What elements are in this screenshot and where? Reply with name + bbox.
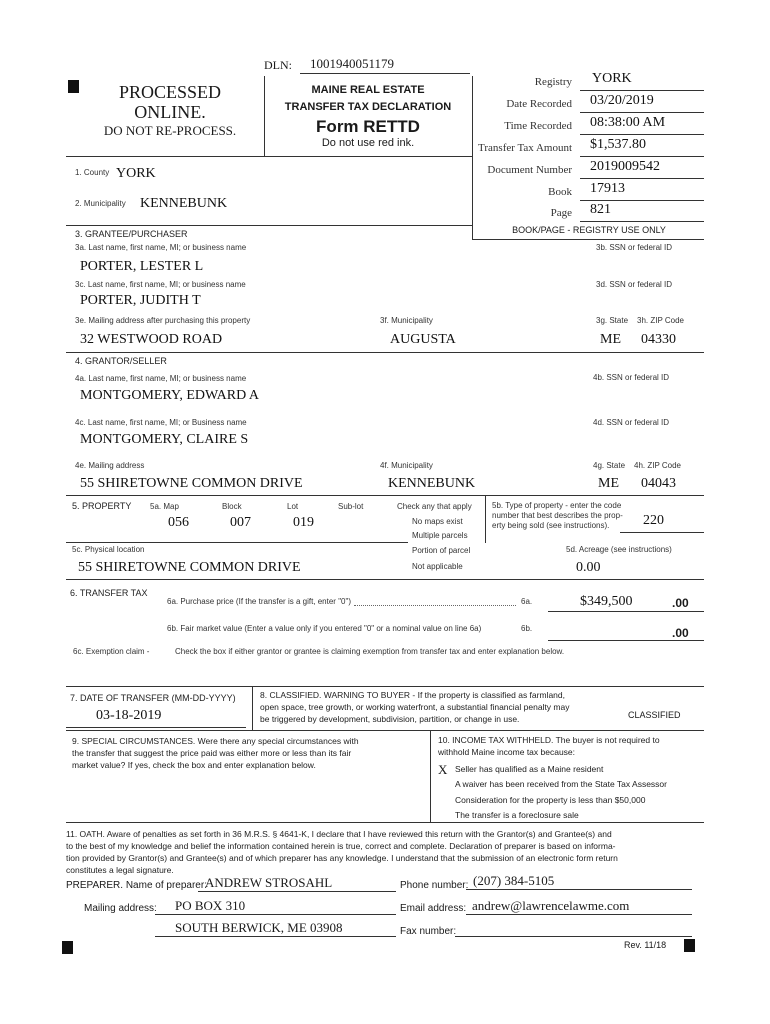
property-lot-label: Lot — [287, 502, 299, 511]
oath-line3: tion provided by Grantor(s) and Grantee(s) and of which preparer has any knowledge. I understand that the submission of an electronic form return — [66, 853, 618, 863]
grantee-3g-value: ME — [600, 332, 621, 347]
property-opt-not-applicable: Not applicable — [412, 562, 463, 571]
purchase-price-ref: 6a. — [521, 597, 533, 606]
special-line2: the transfer that suggest the price paid was either more or less than its fair — [72, 748, 352, 758]
property-sublot-label: Sub-lot — [338, 502, 364, 511]
grantee-section-title: 3. GRANTEE/PURCHASER — [75, 229, 188, 239]
purchase-price-label: 6a. Purchase price (If the transfer is a gift, enter "0") — [167, 597, 351, 606]
book-label: Book — [548, 186, 572, 198]
date-recorded-value: 03/20/2019 — [590, 93, 654, 108]
preparer-email-label: Email address: — [400, 903, 467, 914]
time-recorded-label: Time Recorded — [504, 120, 572, 132]
grantee-3b-label: 3b. SSN or federal ID — [596, 243, 673, 252]
withheld-line1: 10. INCOME TAX WITHHELD. The buyer is not required to — [438, 735, 660, 745]
property-acreage-label: 5d. Acreage (see instructions) — [566, 545, 672, 554]
grantor-4h-label: 4h. ZIP Code — [634, 461, 681, 470]
withheld-opt-foreclosure: The transfer is a foreclosure sale — [455, 810, 579, 820]
grantee-3a-label: 3a. Last name, first name, MI; or business name — [75, 243, 247, 252]
dln-label: DLN: — [264, 58, 292, 72]
time-recorded-value: 08:38:00 AM — [590, 115, 666, 130]
grantor-4g-label: 4g. State — [593, 461, 626, 470]
grantee-3e-label: 3e. Mailing address after purchasing this property — [75, 316, 251, 325]
grantee-3e-value: 32 WESTWOOD ROAD — [80, 332, 223, 347]
grantor-4h-value: 04043 — [641, 476, 676, 491]
preparer-phone-underline — [466, 889, 692, 890]
form-title-1: MAINE REAL ESTATE — [311, 84, 425, 96]
processed-stamp-line3: DO NOT RE-PROCESS. — [103, 123, 237, 138]
registration-mark-bottom-left — [62, 941, 73, 954]
exemption-text: Check the box if either grantor or grantee is claiming exemption from transfer tax and enter explanation below. — [175, 647, 565, 656]
exemption-label: 6c. Exemption claim - — [73, 647, 150, 656]
revision-label: Rev. 11/18 — [624, 940, 667, 950]
preparer-address-line1: PO BOX 310 — [175, 898, 246, 913]
section-rule-4 — [66, 352, 704, 353]
property-lot-value: 019 — [293, 515, 314, 530]
grantor-4e-label: 4e. Mailing address — [75, 461, 145, 470]
registry-value: YORK — [592, 71, 632, 86]
fmv-ref: 6b. — [521, 624, 533, 633]
classified-value: CLASSIFIED — [628, 710, 681, 720]
page-label: Page — [550, 207, 572, 219]
purchase-price-leader — [354, 605, 516, 606]
grantee-3d-label: 3d. SSN or federal ID — [596, 280, 673, 289]
grantor-section-title: 4. GRANTOR/SELLER — [75, 356, 167, 366]
preparer-address-underline-2 — [155, 936, 396, 937]
withheld-opt-waiver: A waiver has been received from the State Tax Assessor — [455, 779, 667, 789]
preparer-address-line2: SOUTH BERWICK, ME 03908 — [175, 920, 343, 935]
purchase-price-value: $349,500 — [580, 594, 633, 609]
oath-line1: 11. OATH. Aware of penalties as set forth in 36 M.R.S. § 4641-K, I declare that I have reviewed this return with the Grantor(s) and Grantee(s) and — [66, 829, 612, 839]
county-label: 1. County — [75, 168, 110, 177]
date-of-transfer-underline — [66, 727, 246, 728]
classified-line2: open space, tree growth, or working waterfront, a substantial financial penalty may — [260, 702, 570, 712]
registry-footer: BOOK/PAGE - REGISTRY USE ONLY — [512, 225, 666, 235]
grantor-4a-value: MONTGOMERY, EDWARD A — [80, 388, 260, 403]
withheld-opt-resident: Seller has qualified as a Maine resident — [455, 764, 604, 774]
fmv-label: 6b. Fair market value (Enter a value only if you entered "0" or a nominal value on line 6a) — [167, 624, 482, 633]
withheld-line2: withhold Maine income tax because: — [438, 747, 576, 757]
section-rule-3 — [66, 225, 472, 226]
grantee-3f-label: 3f. Municipality — [380, 316, 433, 325]
date-recorded-label: Date Recorded — [506, 98, 572, 110]
transfer-tax-amount-underline — [580, 156, 704, 157]
property-check-label: Check any that apply — [397, 502, 472, 511]
processed-stamp-line1: PROCESSED — [118, 82, 222, 102]
dln-value: 1001940051179 — [310, 56, 395, 71]
registration-mark-bottom-right — [684, 939, 695, 952]
special-line3: market value? If yes, check the box and enter explanation below. — [72, 760, 316, 770]
time-recorded-underline — [580, 134, 704, 135]
withheld-divider — [430, 730, 431, 822]
grantee-3h-label: 3h. ZIP Code — [637, 316, 684, 325]
property-row-rule — [66, 542, 408, 543]
registry-label: Registry — [534, 76, 572, 88]
grantee-3f-value: AUGUSTA — [390, 332, 456, 347]
transfer-tax-amount-value: $1,537.80 — [590, 137, 646, 152]
grantor-4b-label: 4b. SSN or federal ID — [593, 373, 670, 382]
preparer-fax-label: Fax number: — [400, 926, 457, 937]
document-number-underline — [580, 178, 704, 179]
preparer-name-label: PREPARER. Name of preparer: — [66, 880, 207, 891]
property-type-label-2: number that best describes the prop- — [492, 511, 623, 520]
property-type-value: 220 — [643, 513, 664, 528]
fmv-cents: .00 — [672, 626, 689, 640]
grantee-3h-value: 04330 — [641, 332, 676, 347]
grantee-3g-label: 3g. State — [596, 316, 629, 325]
section-rule-9 — [66, 730, 704, 731]
special-line1: 9. SPECIAL CIRCUMSTANCES. Were there any special circumstances with — [72, 736, 359, 746]
grantor-4f-label: 4f. Municipality — [380, 461, 433, 470]
grantor-4c-label: 4c. Last name, first name, MI; or Business name — [75, 418, 247, 427]
property-type-divider — [485, 495, 486, 543]
property-section-title: 5. PROPERTY — [72, 501, 132, 511]
preparer-address-label: Mailing address: — [84, 903, 157, 914]
property-physical-label: 5c. Physical location — [72, 545, 145, 554]
grantor-4e-value: 55 SHIRETOWNE COMMON DRIVE — [80, 476, 303, 491]
preparer-email-underline — [466, 914, 692, 915]
preparer-address-underline-1 — [155, 914, 396, 915]
property-map-label: 5a. Map — [150, 502, 179, 511]
form-note: Do not use red ink. — [321, 137, 415, 149]
grantor-4g-value: ME — [598, 476, 619, 491]
section-rule-6 — [66, 579, 704, 580]
grantor-4a-label: 4a. Last name, first name, MI; or business name — [75, 374, 247, 383]
property-opt-multiple: Multiple parcels — [412, 531, 468, 540]
form-title-2: TRANSFER TAX DECLARATION — [284, 101, 452, 113]
classified-divider — [252, 686, 253, 730]
grantor-4d-label: 4d. SSN or federal ID — [593, 418, 670, 427]
purchase-price-underline — [548, 611, 704, 612]
grantee-3c-value: PORTER, JUDITH T — [80, 293, 201, 308]
document-number-label: Document Number — [487, 164, 572, 176]
classified-line1: 8. CLASSIFIED. WARNING TO BUYER - If the property is classified as farmland, — [260, 690, 565, 700]
book-underline — [580, 200, 704, 201]
date-recorded-underline — [580, 112, 704, 113]
header-rule — [66, 156, 472, 157]
county-value: YORK — [116, 166, 156, 181]
property-map-value: 056 — [168, 515, 189, 530]
section-rule-7 — [66, 686, 704, 687]
purchase-price-cents: .00 — [672, 596, 689, 610]
page-underline — [580, 221, 704, 222]
grantor-4f-value: KENNEBUNK — [388, 476, 476, 491]
property-block-label: Block — [222, 502, 242, 511]
book-value: 17913 — [590, 181, 625, 196]
property-acreage-value: 0.00 — [576, 560, 601, 575]
classified-line3: be triggered by development, subdivision, partition, or change in use. — [260, 714, 520, 724]
registry-bottom-line — [472, 239, 704, 240]
page-value: 821 — [590, 202, 611, 217]
oath-line4: constitutes a legal signature. — [66, 865, 174, 875]
preparer-phone-value: (207) 384-5105 — [473, 873, 555, 888]
property-type-label-3: erty being sold (see instructions). — [492, 521, 610, 530]
dln-underline — [300, 73, 470, 74]
date-of-transfer-value: 03-18-2019 — [96, 708, 162, 723]
transfer-tax-section-title: 6. TRANSFER TAX — [70, 588, 148, 598]
fmv-underline — [548, 640, 704, 641]
registry-underline — [580, 90, 704, 91]
date-of-transfer-label: 7. DATE OF TRANSFER (MM-DD-YYYY) — [70, 693, 236, 703]
property-opt-no-maps: No maps exist — [412, 517, 463, 526]
withheld-checkmark: X — [438, 762, 448, 777]
preparer-fax-underline — [455, 936, 692, 937]
section-rule-11 — [66, 822, 704, 823]
preparer-phone-label: Phone number: — [400, 880, 469, 891]
grantor-4c-value: MONTGOMERY, CLAIRE S — [80, 432, 249, 447]
property-type-label-1: 5b. Type of property - enter the code — [492, 501, 622, 510]
document-number-value: 2019009542 — [590, 159, 660, 174]
form-name: Form RETTD — [316, 117, 420, 136]
property-type-underline — [620, 532, 704, 533]
preparer-name-value: ANDREW STROSAHL — [205, 875, 333, 890]
property-block-value: 007 — [230, 515, 251, 530]
oath-line2: to the best of my knowledge and belief the information contained herein is true, correct and complete. Declaration of preparer is based on informa- — [66, 841, 616, 851]
transfer-tax-amount-label: Transfer Tax Amount — [478, 142, 572, 154]
preparer-email-value: andrew@lawrencelawme.com — [472, 898, 630, 913]
property-opt-portion: Portion of parcel — [412, 546, 471, 555]
property-physical-value: 55 SHIRETOWNE COMMON DRIVE — [78, 560, 301, 575]
processed-stamp-line2: ONLINE. — [134, 102, 206, 122]
grantee-3a-value: PORTER, LESTER L — [80, 259, 204, 274]
grantee-3c-label: 3c. Last name, first name, MI; or business name — [75, 280, 246, 289]
municipality-label: 2. Municipality — [75, 199, 126, 208]
preparer-name-underline — [198, 891, 396, 892]
withheld-opt-under-50k: Consideration for the property is less than $50,000 — [455, 795, 646, 805]
section-rule-5 — [66, 495, 704, 496]
municipality-value: KENNEBUNK — [140, 196, 228, 211]
